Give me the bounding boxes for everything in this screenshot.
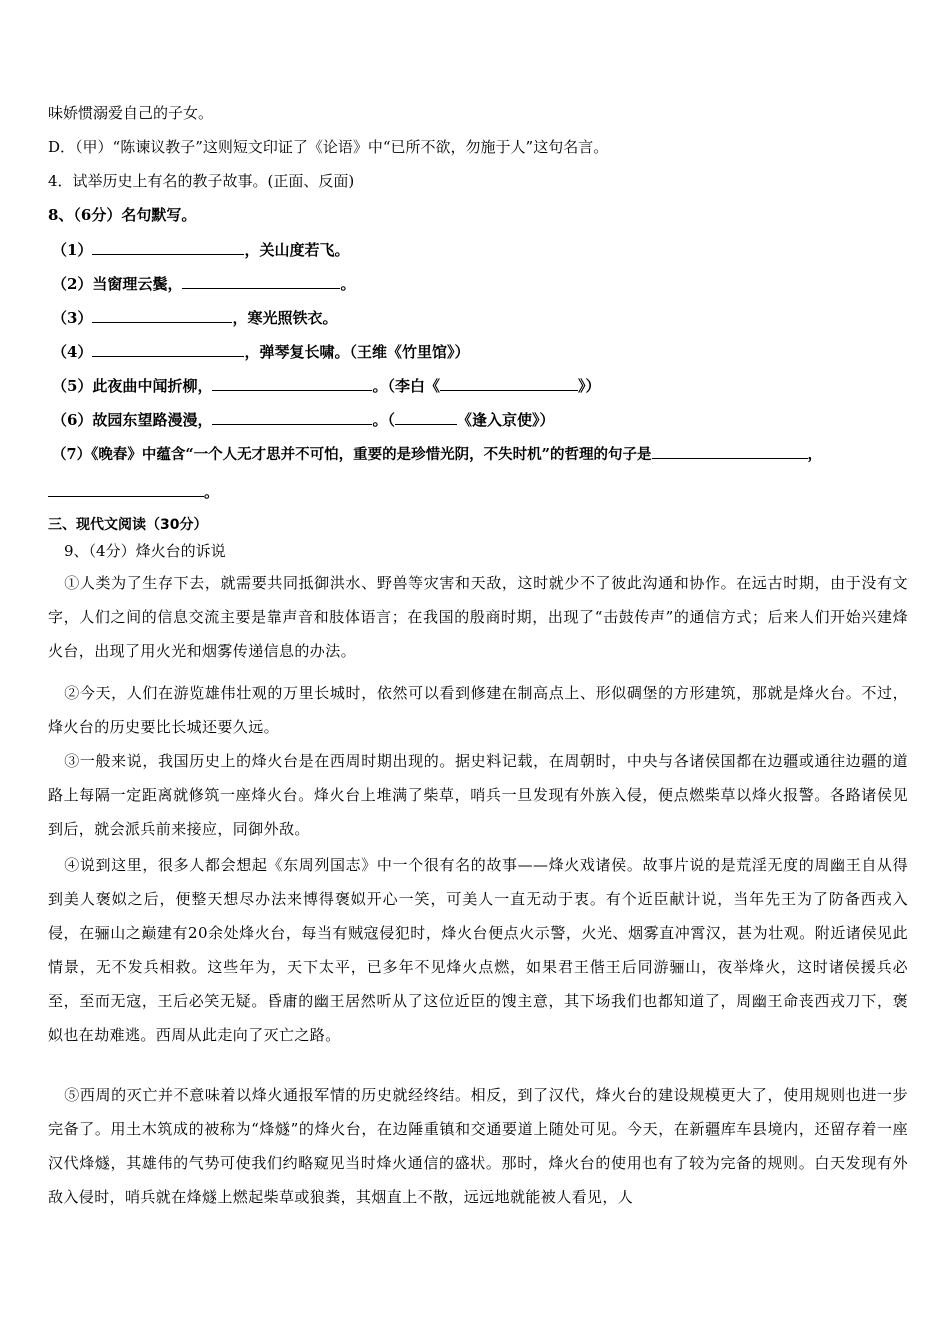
item-text: 。 [204, 483, 220, 501]
paragraph-3 [48, 744, 908, 846]
answer-blank[interactable] [48, 481, 204, 497]
item-text: ， [807, 446, 823, 463]
item-label: （2）当窗理云鬓， [52, 275, 183, 293]
item-text: 《逢入京使》） [456, 411, 555, 429]
option-d: D．（甲）“陈谏议教子”这则短文印证了《论语》中“已所不欲，勿施于人”这句名言。 [48, 138, 609, 156]
fill-item-4 [52, 341, 914, 362]
fill-item-3 [52, 307, 914, 328]
item-label: （6）故园东望路漫漫， [52, 411, 213, 429]
answer-blank[interactable] [92, 307, 232, 323]
paragraph-2 [48, 676, 908, 744]
text-line: 味娇惯溺爱自己的子女。 [48, 104, 214, 122]
fill-item-7 [52, 443, 914, 465]
paragraph-text: ②今天，人们在游览雄伟壮观的万里长城时，依然可以看到修建在制高点上、形似碉堡的方形建筑，那就是烽火台。不过，烽火台的历史要比长城还要久远。 [48, 684, 908, 736]
fill-item-7-continued [48, 481, 910, 502]
item-label: （1） [52, 241, 93, 259]
paragraph-4 [48, 848, 908, 1052]
item-label: （3） [52, 309, 93, 327]
item-label: （4） [52, 343, 93, 361]
answer-blank[interactable] [440, 375, 578, 391]
paragraph-text: ⑤西周的灭亡并不意味着以烽火通报军情的历史就经终结。相反，到了汉代，烽火台的建设规模更大了，使用规则也进一步完备了。用土木筑成的被称为“烽燧”的烽火台，在边陲重镇和交通要道上随处可见。今天，在新疆库车县境内，还留存着一座汉代烽燧，其雄伟的气势可使我们约略窥见当时烽火通信的盛状。那时，烽火台的使用也有了较为完备的规则。白天发现有外敌入侵时，哨兵就在烽燧上燃起柴草或狼粪，其烟直上不散，远远地就能被人看见，人 [48, 1086, 908, 1206]
item-text: ，弹琴复长啸。（王维《竹里馆》） [244, 343, 470, 361]
paragraph-5 [48, 1078, 908, 1214]
item-text: 。（李白《 [372, 377, 440, 395]
answer-blank[interactable] [92, 341, 244, 357]
answer-blank[interactable] [182, 273, 340, 289]
paragraph-1 [48, 566, 908, 668]
item-label: （7）《晚春》中蕴含“一个人无才思并不可怕，重要的是珍惜光阴，不失时机”的哲理的句子是 [52, 446, 652, 463]
answer-blank[interactable] [212, 409, 372, 425]
paragraph-text: ③一般来说，我国历史上的烽火台是在西周时期出现的。据史料记载，在周朝时，中央与各诸侯国都在边疆或通往边疆的道路上每隔一定距离就修筑一座烽火台。烽火台上堆满了柴草，哨兵一旦发现有外族入侵，便点燃柴草以烽火报警。各路诸侯见到后，就会派兵前来接应，同御外敌。 [48, 752, 908, 838]
item-label: （5）此夜曲中闻折柳， [52, 377, 213, 395]
question-9-title: 9、（4分）烽火台的诉说 [64, 542, 226, 560]
answer-blank[interactable] [395, 409, 457, 425]
section-heading: 三、现代文阅读（30分） [48, 517, 208, 533]
answer-blank[interactable] [92, 239, 244, 255]
answer-blank[interactable] [652, 443, 808, 459]
paragraph-text: ④说到这里，很多人都会想起《东周列国志》中一个很有名的故事——烽火戏诸侯。故事片说的是荒淫无度的周幽王自从得到美人褒姒之后，便整天想尽办法来博得褒姒开心一笑，可美人一直无动于衷。有个近臣献计说，当年先王为了防备西戎入侵，在骊山之巅建有20余处烽火台，每当有贼寇侵犯时，烽火台便点火示警，火光、烟雾直冲霄汉，甚为壮观。附近诸侯见此情景，无不发兵相救。这些年为，天下太平，已多年不见烽火点燃，如果君王偕王后同游骊山，夜举烽火，这时诸侯援兵必至，至而无寇，王后必笑无疑。昏庸的幽王居然听从了这位近臣的馊主意，其下场我们也都知道了，周幽王命丧西戎刀下，褒姒也在劫难逃。西周从此走向了灭亡之路。 [48, 856, 908, 1044]
fill-item-2 [52, 273, 914, 294]
fill-item-1 [52, 239, 914, 260]
item-text: ，寒光照铁衣。 [232, 309, 338, 327]
item-text: 》） [577, 377, 601, 395]
item-text: ，关山度若飞。 [244, 241, 350, 259]
fill-item-6 [52, 409, 914, 430]
answer-blank[interactable] [212, 375, 372, 391]
fill-item-5 [52, 375, 914, 396]
paragraph-text: ①人类为了生存下去，就需要共同抵御洪水、野兽等灾害和天敌，这时就少不了彼此沟通和协作。在远古时期，由于没有文字，人们之间的信息交流主要是靠声音和肢体语言；在我国的殷商时期，出现了“击鼓传声”的通信方式；后来人们开始兴建烽火台，出现了用火光和烟雾传递信息的办法。 [48, 574, 908, 660]
item-text: 。 [340, 275, 356, 293]
question-8-title: 8、（6分）名句默写。 [48, 206, 197, 224]
item-text: 。（ [372, 411, 395, 429]
question-4: 4．试举历史上有名的教子故事。(正面、反面) [48, 172, 355, 190]
